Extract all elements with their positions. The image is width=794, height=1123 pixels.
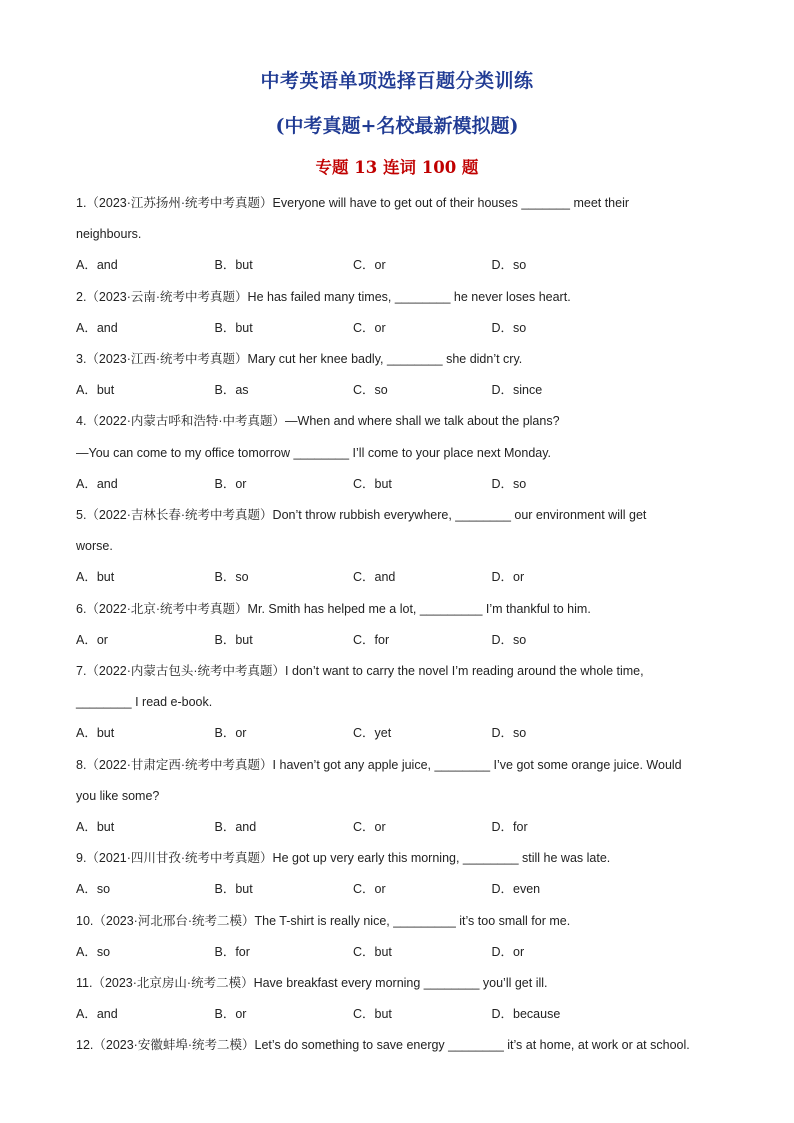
answer-option: C．but (353, 476, 392, 491)
answer-option: A．and (76, 320, 118, 335)
question-text-line: 6.（2022·北京·统考中考真题）Mr. Smith has helped me a lot, _________ I’m thankful to him. (76, 601, 591, 616)
answer-option: D．so (491, 726, 527, 741)
options-row (76, 375, 726, 406)
question-text-line: —You can come to my office tomorrow ________ I’ll come to your place next Monday. (76, 445, 552, 460)
options-row (76, 625, 726, 656)
answer-option: A．but (76, 383, 115, 398)
answer-option: B．and (214, 820, 257, 835)
answer-option: A．and (76, 258, 118, 273)
question-text-line: 1.（2023·江苏扬州·统考中考真题）Everyone will have to get out of their houses _______ meet their (76, 196, 630, 210)
answer-option: B．for (214, 944, 250, 959)
answer-option: D．so (491, 476, 527, 491)
document-subtitle: (中考真题+名校最新模拟题) (275, 115, 519, 137)
answer-option: A．but (76, 570, 115, 585)
question-list (76, 188, 726, 1062)
answer-option: A．and (76, 476, 118, 491)
question-item (76, 906, 726, 968)
question-item (76, 188, 726, 282)
answer-option: D．because (491, 1007, 561, 1022)
answer-option: C．or (353, 882, 386, 897)
answer-option: D．for (491, 820, 528, 835)
answer-option: C．yet (353, 726, 392, 741)
answer-option: B．but (214, 882, 253, 897)
answer-option: C．but (353, 1007, 392, 1022)
question-item (76, 282, 726, 344)
question-text-line: 11.（2023·北京房山·统考二模）Have breakfast every morning ________ you’ll get ill. (76, 976, 548, 991)
question-item (76, 1030, 726, 1061)
question-text-line: 9.（2021·四川甘孜·统考中考真题）He got up very early this morning, ________ still he was late. (76, 851, 611, 866)
options-row (76, 999, 726, 1030)
question-item (76, 344, 726, 406)
answer-option: A．but (76, 820, 115, 835)
question-text-line: 3.（2023·江西·统考中考真题）Mary cut her knee badly, ________ she didn’t cry. (76, 352, 523, 367)
question-item (76, 594, 726, 656)
question-text-line: worse. (76, 539, 113, 554)
question-text-line: 7.（2022·内蒙古包头·统考中考真题）I don’t want to carry the novel I’m reading around the whole time, (76, 664, 644, 679)
answer-option: D．or (491, 570, 525, 585)
answer-option: A．so (76, 944, 111, 959)
question-item (76, 968, 726, 1030)
answer-option: B．or (214, 476, 247, 491)
topic-heading: 专题 13 连词 100 题 (315, 158, 479, 177)
options-row (76, 937, 726, 968)
options-row (76, 812, 726, 843)
document-title: 中考英语单项选择百题分类训练 (260, 70, 534, 92)
options-row (76, 250, 726, 281)
options-row (76, 313, 726, 344)
answer-option: D．so (491, 632, 527, 647)
question-text-line: 10.（2023·河北邢台·统考二模）The T-shirt is really nice, _________ it’s too small for me. (76, 913, 571, 928)
options-row (76, 469, 726, 500)
answer-option: D．since (491, 383, 543, 398)
question-text-line: 12.（2023·安徽蚌埠·统考二模）Let’s do something to save energy ________ it’s at home, at work or at school. (76, 1038, 690, 1053)
question-item (76, 500, 726, 594)
options-row (76, 874, 726, 905)
answer-option: C．but (353, 944, 392, 959)
question-item (76, 843, 726, 905)
answer-option: B．as (214, 383, 249, 398)
answer-option: A．so (76, 882, 111, 897)
answer-option: C．or (353, 820, 386, 835)
answer-option: B．or (214, 1007, 247, 1022)
question-text-line: you like some? (76, 788, 160, 803)
answer-option: D．so (491, 320, 527, 335)
answer-option: D．even (491, 882, 541, 897)
question-text-line: 5.（2022·吉林长春·统考中考真题）Don’t throw rubbish everywhere, ________ our environment will get (76, 508, 647, 523)
answer-option: B．but (214, 320, 253, 335)
answer-option: A．and (76, 1007, 118, 1022)
question-text-line: 8.（2022·甘肃定西·统考中考真题）I haven’t got any apple juice, ________ I’ve got some orange juice. Would (76, 757, 682, 772)
options-row (76, 718, 726, 749)
answer-option: B．but (214, 258, 253, 273)
question-text-line: neighbours. (76, 227, 142, 242)
answer-option: C．or (353, 258, 386, 273)
answer-option: A．or (76, 632, 108, 647)
answer-option: D．so (491, 258, 527, 273)
question-text-line: 4.（2022·内蒙古呼和浩特·中考真题）—When and where shall we talk about the plans? (76, 414, 560, 429)
answer-option: B．so (214, 570, 249, 585)
answer-option: C．or (353, 320, 386, 335)
answer-option: C．and (353, 570, 396, 585)
answer-option: A．but (76, 726, 115, 741)
question-text-line: 2.（2023·云南·统考中考真题）He has failed many times, ________ he never loses heart. (76, 289, 571, 304)
answer-option: C．so (353, 383, 388, 398)
answer-option: C．for (353, 632, 390, 647)
question-item (76, 406, 726, 500)
answer-option: D．or (491, 944, 525, 959)
question-text-line: ________ I read e-book. (76, 695, 213, 710)
answer-option: B．but (214, 632, 253, 647)
options-row (76, 562, 726, 593)
answer-option: B．or (214, 726, 247, 741)
question-item (76, 656, 726, 750)
question-item (76, 750, 726, 844)
